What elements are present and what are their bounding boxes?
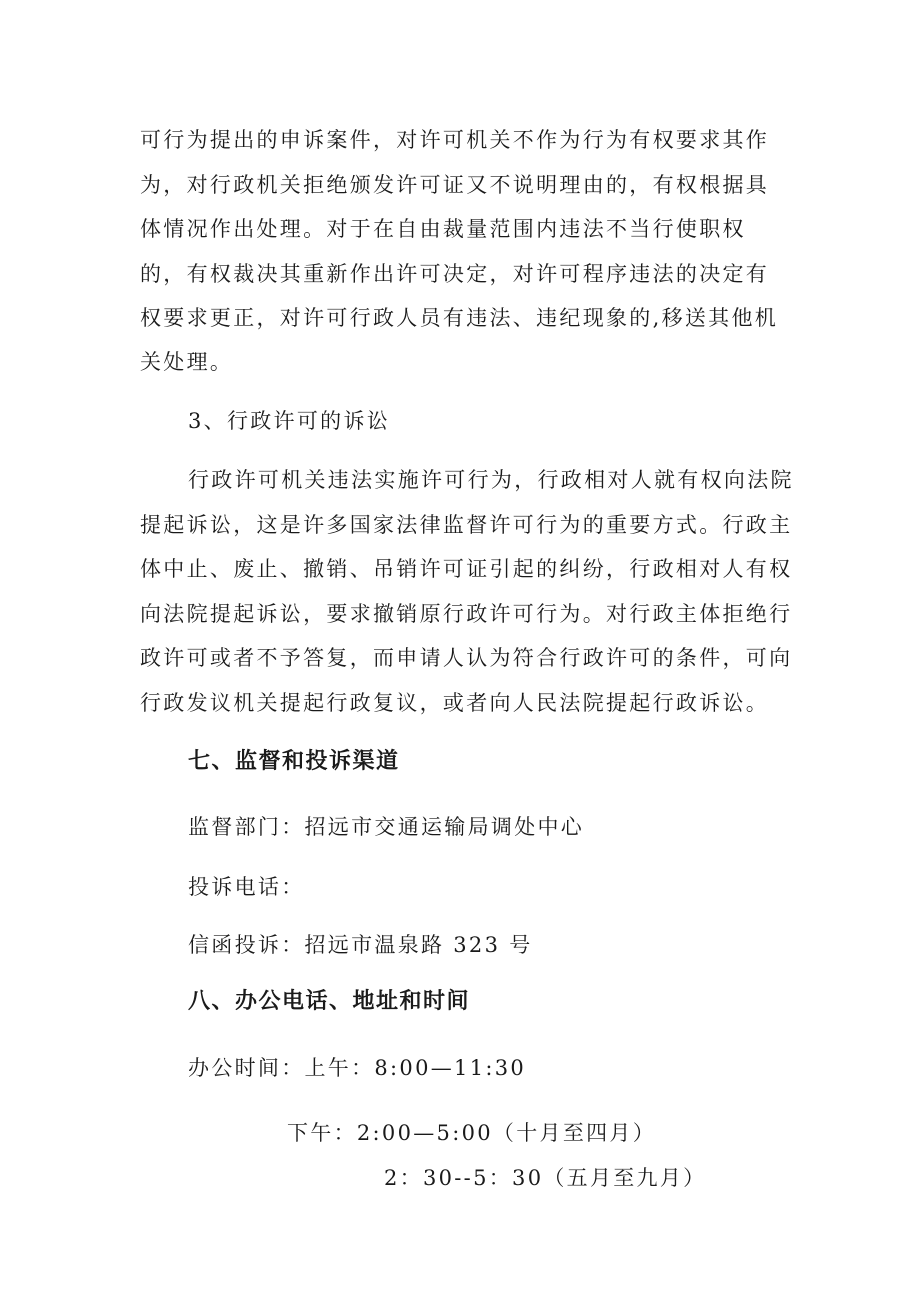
paragraph-line: 向法院提起诉讼，要求撤销原行政许可行为。对行政主体拒绝行 (140, 602, 793, 626)
paragraph-line: 政许可或者不予答复，而申请人认为符合行政许可的条件，可向 (140, 646, 793, 670)
office-hours-afternoon-winter: 下午：2:00—5:00（十月至四月） (287, 1121, 657, 1145)
paragraph-line: 体中止、废止、撤销、吊销许可证引起的纠纷，行政相对人有权 (140, 557, 793, 581)
paragraph-line: 权要求更正，对许可行政人员有违法、违纪现象的,移送其他机 (140, 306, 779, 330)
paragraph-line: 为，对行政机关拒绝颁发许可证又不说明理由的，有权根据具 (140, 173, 770, 197)
paragraph-line: 关处理。 (140, 350, 234, 374)
supervision-dept: 监督部门：招远市交通运输局调处中心 (188, 815, 585, 839)
office-hours-afternoon-summer: 2：30--5：30（五月至九月） (384, 1166, 707, 1190)
paragraph-line: 体情况作出处理。对于在自由裁量范围内违法不当行使职权 (140, 217, 746, 241)
paragraph-line: 的，有权裁决其重新作出许可决定，对许可程序违法的决定有 (140, 262, 770, 286)
section-heading-supervision: 七、监督和投诉渠道 (188, 749, 400, 774)
paragraph-line: 提起诉讼，这是许多国家法律监督许可行为的重要方式。行政主 (140, 513, 793, 537)
letter-complaint: 信函投诉：招远市温泉路 323 号 (188, 933, 533, 957)
paragraph-line: 可行为提出的申诉案件，对许可机关不作为行为有权要求其作 (140, 128, 770, 152)
paragraph-line: 行政发议机关提起行政复议，或者向人民法院提起行政诉讼。 (140, 691, 770, 715)
office-hours-morning: 办公时间：上午：8:00—11:30 (188, 1056, 527, 1080)
subheading-litigation: 3、行政许可的诉讼 (188, 409, 391, 433)
complaint-phone: 投诉电话： (188, 875, 305, 899)
paragraph-line: 行政许可机关违法实施许可行为，行政相对人就有权向法院 (188, 468, 794, 492)
section-heading-office: 八、办公电话、地址和时间 (188, 989, 471, 1014)
